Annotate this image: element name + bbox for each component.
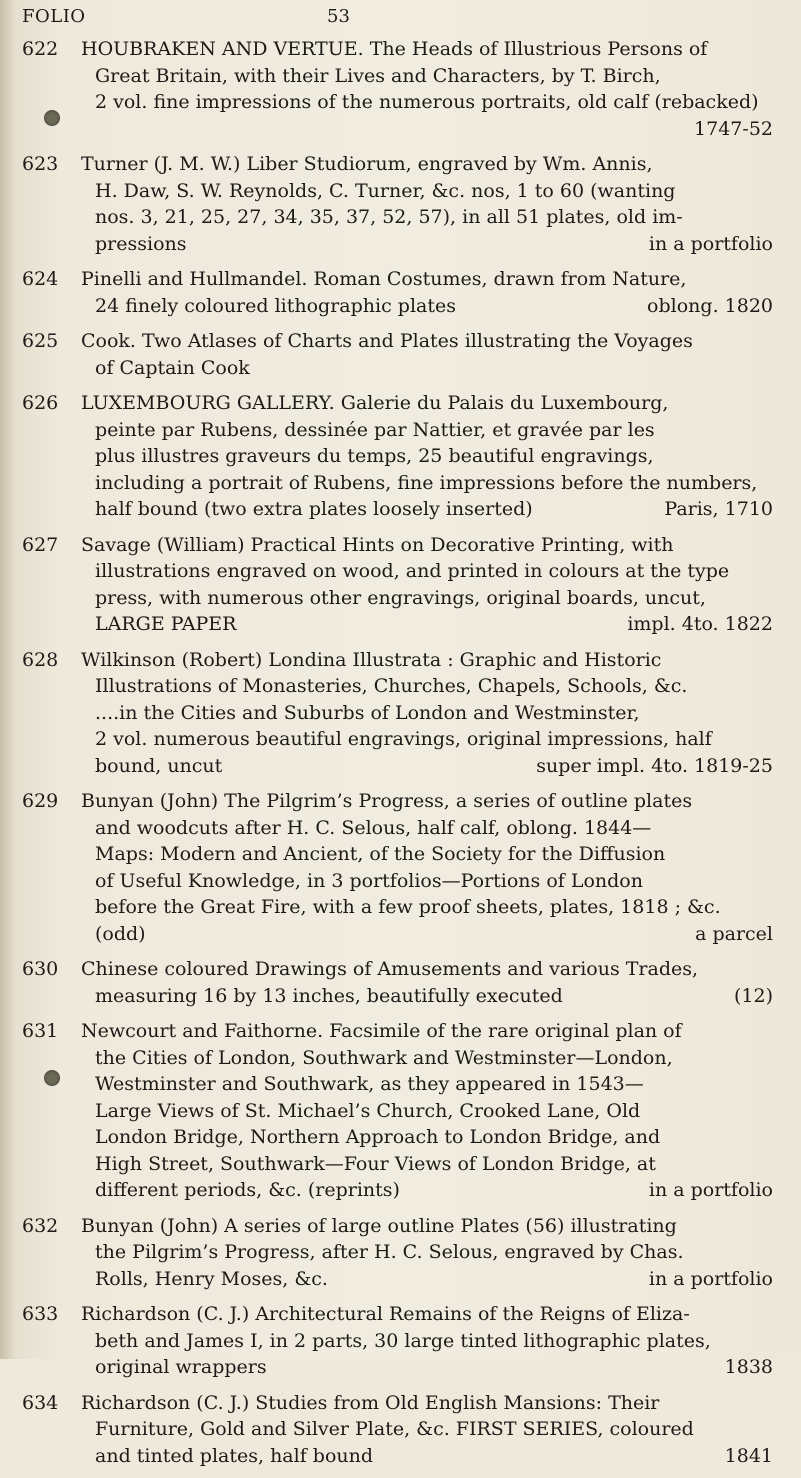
line-text: 2 vol. numerous beautiful engravings, original impressions, half	[95, 728, 712, 750]
line-text: Richardson (C. J.) Studies from Old English Mansions: Their	[81, 1391, 660, 1414]
line-text: Newcourt and Faithorne. Facsimile of the rare original plan of	[81, 1020, 682, 1042]
entry-line	[81, 204, 773, 231]
line-text: Bunyan (John) A series of large outline Plates (56) illustrating	[81, 1214, 677, 1237]
entry-line	[81, 1416, 773, 1443]
line-right-text: impl. 4to. 1822	[627, 613, 773, 635]
line-right-text: super impl. 4to. 1819-25	[536, 754, 773, 777]
entry-line	[81, 1177, 773, 1204]
line-right-text: in a portfolio	[648, 1267, 773, 1290]
line-text: of Captain Cook	[95, 356, 250, 379]
entry-line	[81, 788, 773, 815]
catalogue-entry	[0, 647, 801, 780]
line-text: before the Great Fire, with a few proof sheets, plates, 1818 ; &c.	[95, 896, 721, 918]
catalogue-entry	[0, 390, 801, 523]
catalogue-entry	[0, 266, 801, 319]
catalogue-entries	[0, 36, 801, 1478]
catalogue-entry	[0, 532, 801, 638]
entry-line	[81, 328, 773, 355]
entry-line	[81, 390, 773, 417]
entry-line	[81, 1354, 773, 1381]
entry-text	[81, 1213, 773, 1293]
folio-label: FOLIO	[22, 6, 86, 27]
catalogue-entry	[0, 788, 801, 947]
lot-number: 623	[22, 153, 59, 175]
entry-line	[81, 558, 773, 585]
line-right-text: in a portfolio	[648, 1179, 773, 1201]
line-text: of Useful Knowledge, in 3 portfolios—Portions of London	[95, 869, 643, 892]
entry-line	[81, 868, 773, 895]
entry-line	[81, 726, 773, 753]
entry-text	[81, 1018, 773, 1204]
line-text: Maps: Modern and Ancient, of the Society for the Diffusion	[95, 843, 666, 865]
line-text: LARGE PAPER	[95, 613, 237, 635]
line-text: illustrations engraved on wood, and printed in colours at the type	[95, 560, 730, 582]
line-text: the Pilgrim’s Progress, after H. C. Selous, engraved by Chas.	[95, 1241, 684, 1263]
entry-text	[81, 390, 773, 523]
catalogue-entry	[0, 36, 801, 142]
line-text: High Street, Southwark—Four Views of London Bridge, at	[95, 1152, 656, 1175]
line-text: Illustrations of Monasteries, Churches, Chapels, Schools, &c.	[95, 675, 688, 697]
line-text: Chinese coloured Drawings of Amusements and various Trades,	[81, 958, 699, 980]
entry-line	[81, 1098, 773, 1125]
catalogue-entry	[0, 1301, 801, 1381]
line-text: and tinted plates, half bound	[95, 1444, 374, 1467]
entry-line	[81, 266, 773, 293]
line-text: bound, uncut	[95, 754, 223, 777]
catalogue-entry	[0, 956, 801, 1009]
line-text: (odd)	[95, 922, 146, 945]
line-text: 2 vol. fine impressions of the numerous portraits, old calf (rebacked)	[95, 91, 759, 113]
entry-line	[81, 753, 773, 780]
entry-line	[81, 1239, 773, 1266]
line-text: half bound (two extra plates loosely inserted)	[95, 498, 533, 520]
entry-text	[81, 1390, 773, 1470]
entry-line	[81, 585, 773, 612]
entry-line	[81, 1151, 773, 1178]
line-text: Turner (J. M. W.) Liber Studiorum, engraved by Wm. Annis,	[81, 153, 653, 175]
line-text: ....in the Cities and Suburbs of London and Westminster,	[95, 701, 640, 724]
entry-line	[81, 1071, 773, 1098]
lot-number: 627	[22, 533, 59, 556]
entry-text	[81, 532, 773, 638]
line-right-text: 1838	[724, 1356, 773, 1378]
lot-number: 626	[22, 392, 59, 414]
lot-number: 630	[22, 958, 59, 980]
entry-line	[81, 178, 773, 205]
entry-line	[81, 1213, 773, 1240]
entry-line	[81, 1301, 773, 1328]
entry-text	[81, 1301, 773, 1381]
line-text: plus illustres graveurs du temps, 25 beautiful engravings,	[95, 445, 654, 467]
catalogue-entry	[0, 1213, 801, 1293]
entry-text	[81, 266, 773, 319]
line-text: Wilkinson (Robert) Londina Illustrata : Graphic and Historic	[81, 648, 662, 671]
line-text: 24 finely coloured lithographic plates	[95, 294, 456, 317]
lot-number: 624	[22, 268, 59, 290]
entry-line	[81, 89, 773, 116]
entry-line	[81, 496, 773, 523]
entry-line	[81, 956, 773, 983]
entry-line	[81, 116, 773, 143]
entry-line	[81, 231, 773, 258]
entry-line	[81, 983, 773, 1010]
lot-number: 625	[22, 330, 59, 352]
entry-line	[81, 532, 773, 559]
line-text: Pinelli and Hullmandel. Roman Costumes, drawn from Nature,	[81, 268, 687, 290]
catalogue-entry	[0, 1018, 801, 1204]
line-text: Furniture, Gold and Silver Plate, &c. FIRST SERIES, coloured	[95, 1418, 694, 1440]
line-right-text: a parcel	[695, 922, 773, 945]
entry-line	[81, 470, 773, 497]
line-right-text: 1841	[724, 1444, 773, 1467]
line-text: beth and James I, in 2 parts, 30 large tinted lithographic plates,	[95, 1329, 711, 1352]
entry-line	[81, 894, 773, 921]
entry-text	[81, 788, 773, 947]
line-text: Savage (William) Practical Hints on Decorative Printing, with	[81, 533, 674, 556]
entry-line	[81, 841, 773, 868]
entry-text	[81, 328, 773, 381]
entry-line	[81, 1045, 773, 1072]
line-text: H. Daw, S. W. Reynolds, C. Turner, &c. nos, 1 to 60 (wanting	[95, 179, 676, 202]
catalogue-entry	[0, 151, 801, 257]
line-text: Great Britain, with their Lives and Characters, by T. Birch,	[95, 64, 661, 87]
entry-line	[81, 36, 773, 63]
line-text: Large Views of St. Michael’s Church, Crooked Lane, Old	[95, 1099, 641, 1122]
entry-line	[81, 647, 773, 674]
line-text: London Bridge, Northern Approach to London Bridge, and	[95, 1126, 661, 1148]
entry-line	[81, 700, 773, 727]
entry-line	[81, 1443, 773, 1470]
entry-line	[81, 673, 773, 700]
line-text: peinte par Rubens, dessinée par Nattier, et gravée par les	[95, 418, 655, 441]
line-text: Westminster and Southwark, as they appeared in 1543—	[95, 1073, 644, 1095]
line-right-text: (12)	[733, 984, 773, 1007]
entry-line	[81, 443, 773, 470]
line-text: Rolls, Henry Moses, &c.	[95, 1267, 328, 1290]
entry-line	[81, 1266, 773, 1293]
line-text: LUXEMBOURG GALLERY. Galerie du Palais du Luxembourg,	[81, 392, 669, 414]
lot-number: 622	[22, 38, 59, 60]
line-text: nos. 3, 21, 25, 27, 34, 35, 37, 52, 57), in all 51 plates, old im-	[95, 206, 683, 228]
line-text: different periods, &c. (reprints)	[95, 1179, 400, 1201]
line-text: Bunyan (John) The Pilgrim’s Progress, a series of outline plates	[81, 790, 693, 812]
line-right-text: Paris, 1710	[664, 498, 773, 520]
page-header	[0, 6, 801, 36]
line-text: Cook. Two Atlases of Charts and Plates illustrating the Voyages	[81, 330, 693, 352]
entry-line	[81, 1328, 773, 1355]
lot-number: 634	[22, 1391, 59, 1414]
entry-text	[81, 36, 773, 142]
line-text: pressions	[95, 232, 187, 255]
catalogue-entry	[0, 328, 801, 381]
entry-line	[81, 1390, 773, 1417]
lot-number: 632	[22, 1214, 59, 1237]
entry-line	[81, 1018, 773, 1045]
line-right-text: 1747-52	[694, 117, 773, 140]
line-text: HOUBRAKEN AND VERTUE. The Heads of Illustrious Persons of	[81, 38, 708, 60]
entry-line	[81, 815, 773, 842]
entry-line	[81, 921, 773, 948]
line-right-text: in a portfolio	[648, 232, 773, 255]
line-text: press, with numerous other engravings, original boards, uncut,	[95, 586, 706, 609]
line-right-text: oblong. 1820	[647, 294, 773, 317]
line-text: and woodcuts after H. C. Selous, half calf, oblong. 1844—	[95, 816, 652, 839]
line-text: including a portrait of Rubens, fine impressions before the numbers,	[95, 471, 758, 494]
entry-line	[81, 293, 773, 320]
entry-line	[81, 63, 773, 90]
entry-line	[81, 151, 773, 178]
entry-text	[81, 956, 773, 1009]
entry-line	[81, 611, 773, 638]
entry-line	[81, 1124, 773, 1151]
entry-line	[81, 355, 773, 382]
lot-number: 631	[22, 1020, 59, 1042]
line-text: measuring 16 by 13 inches, beautifully executed	[95, 984, 563, 1007]
lot-number: 628	[22, 648, 59, 671]
page-number: 53	[327, 6, 350, 27]
catalogue-entry	[0, 1390, 801, 1470]
line-text: Richardson (C. J.) Architectural Remains of the Reigns of Eliza-	[81, 1303, 690, 1325]
lot-number: 629	[22, 790, 59, 812]
lot-number: 633	[22, 1303, 59, 1325]
line-text: the Cities of London, Southwark and Westminster—London,	[95, 1046, 673, 1069]
entry-text	[81, 647, 773, 780]
line-text: original wrappers	[95, 1356, 267, 1378]
entry-line	[81, 417, 773, 444]
entry-text	[81, 151, 773, 257]
